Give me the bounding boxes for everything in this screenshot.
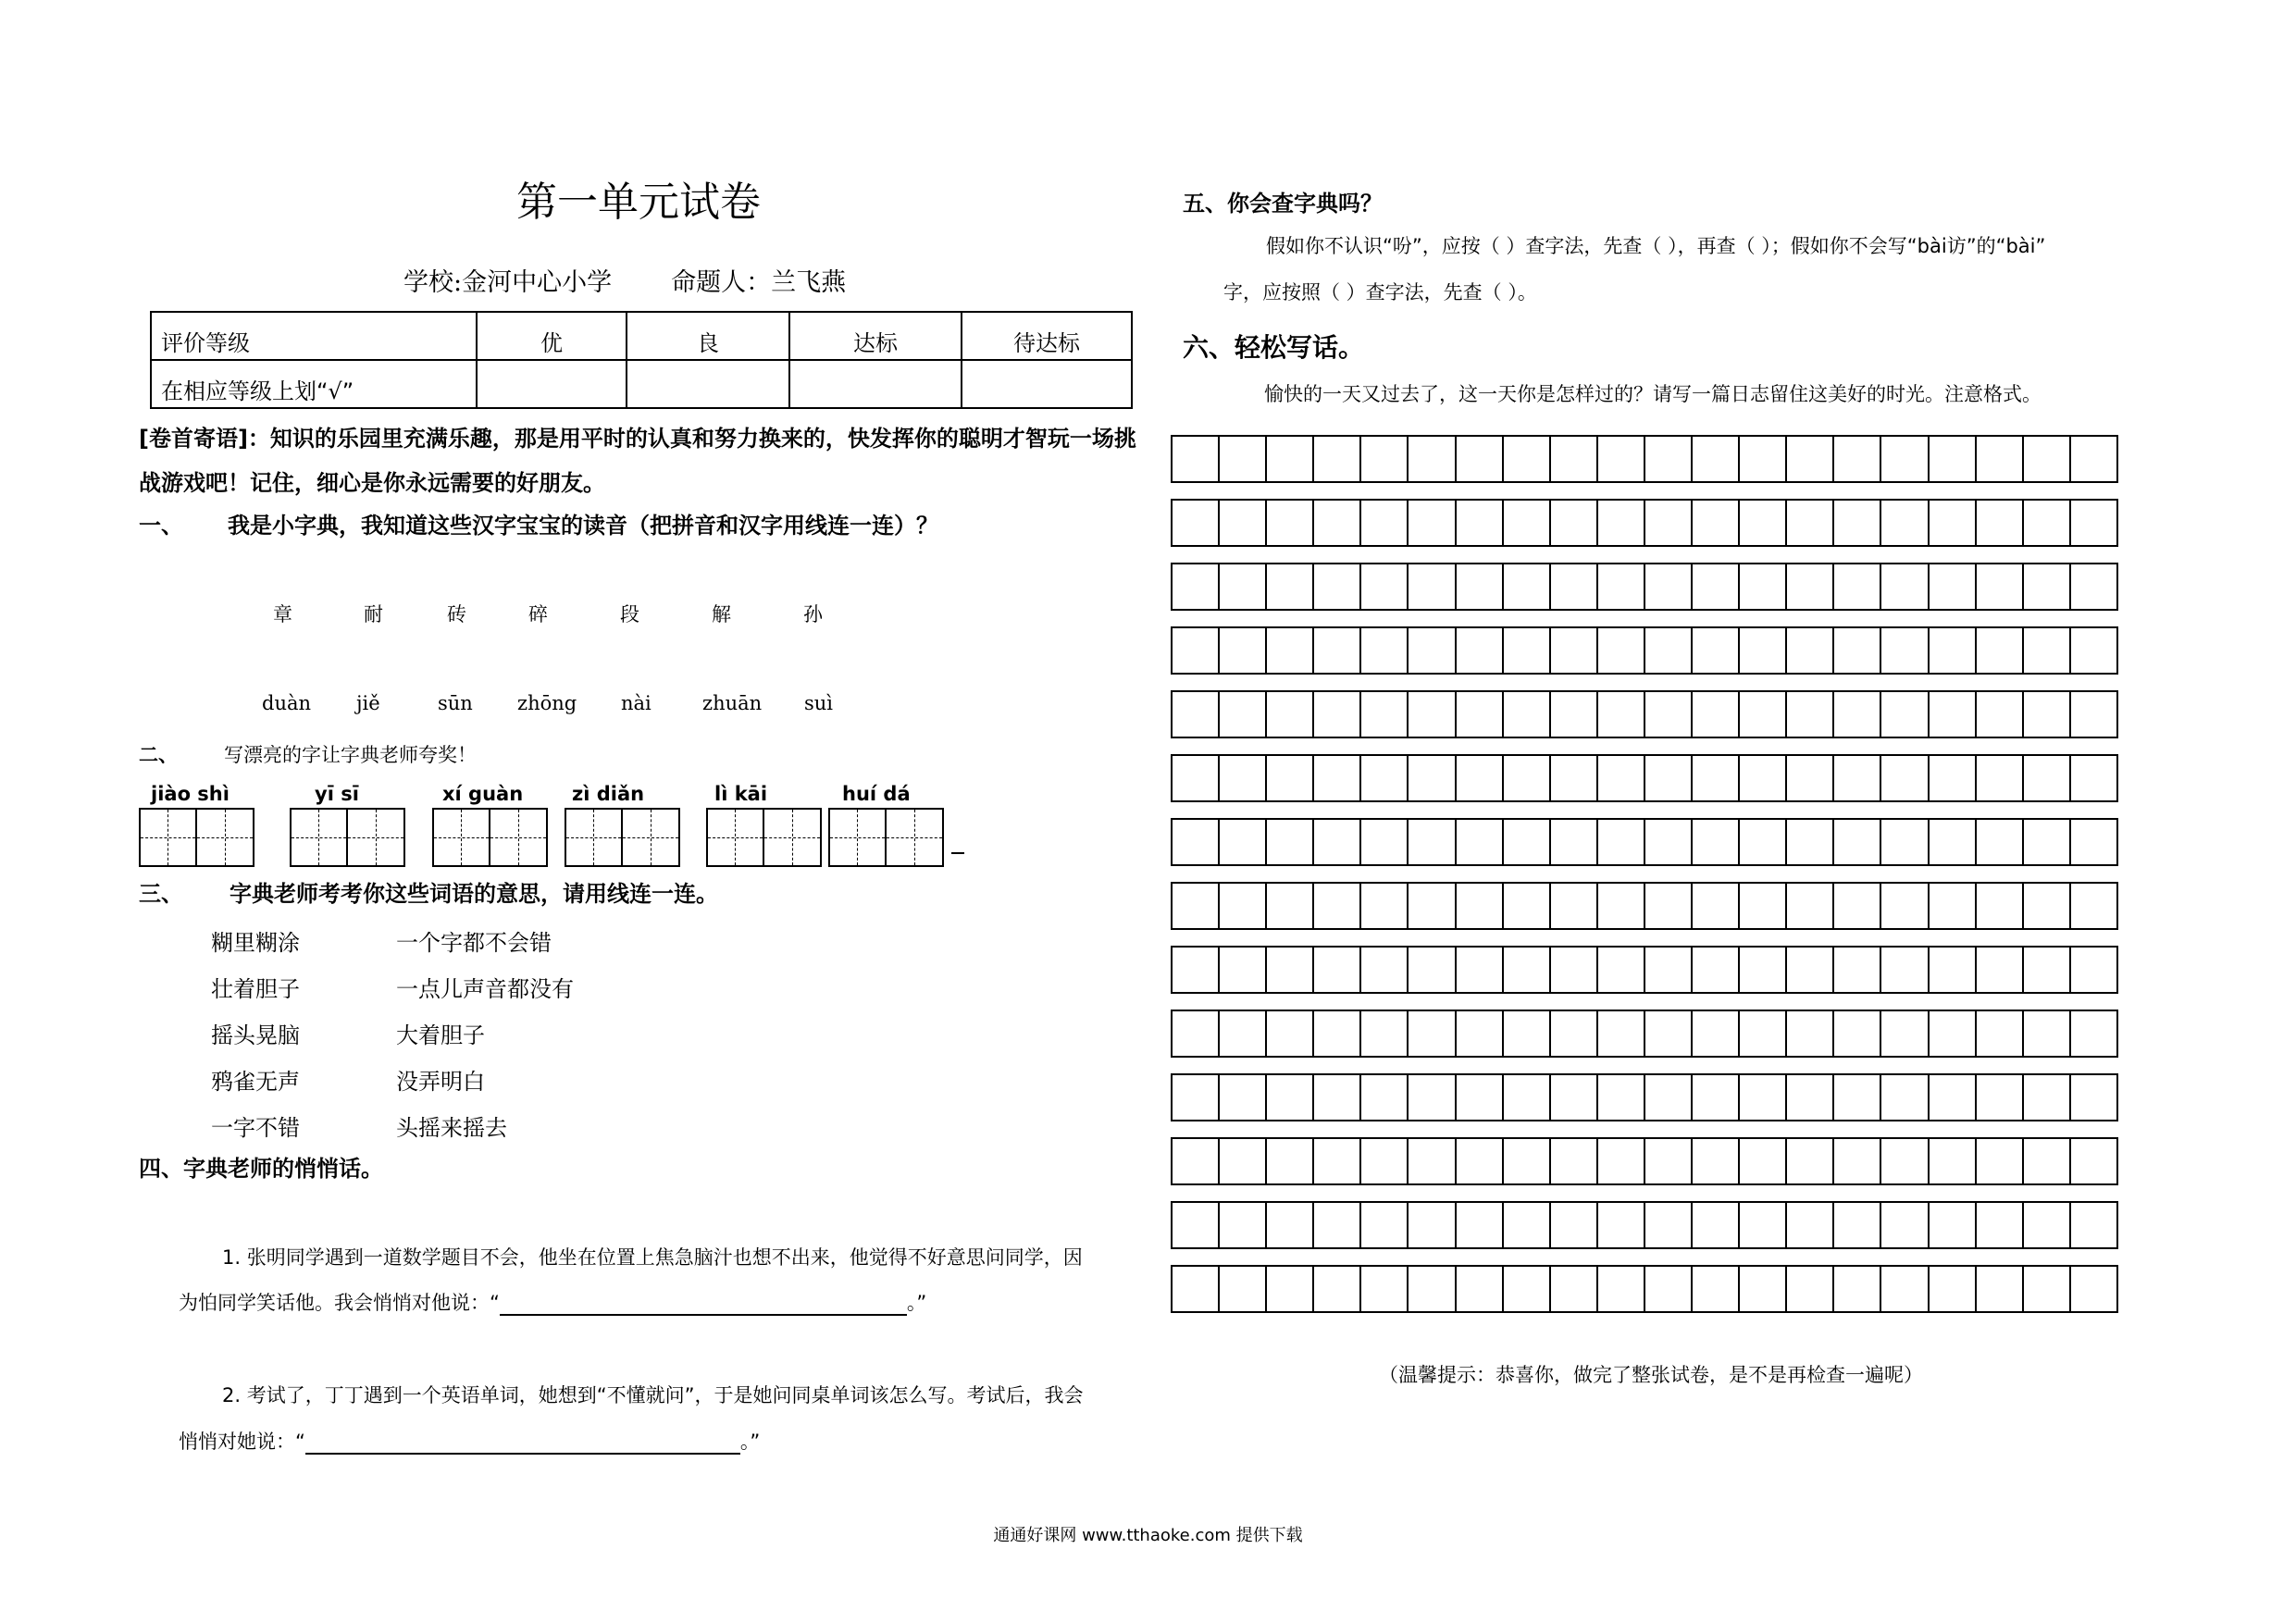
intro-message: [卷首寄语]：知识的乐园里充满乐趣，那是用平时的认真和努力换来的，快发挥你的聪明才智玩一场挑战游戏吧！记住，细心是你永远需要的好朋友。 — [139, 426, 1136, 496]
writing-row[interactable] — [1171, 626, 2118, 675]
q1-pinyin-item: nài — [621, 692, 652, 714]
tianzige-box[interactable] — [290, 808, 405, 867]
q2-pinyin: jiào shì — [151, 783, 230, 805]
q1-pinyin-item: duàn — [262, 692, 312, 714]
q1-char: 章 — [273, 603, 292, 626]
writing-row[interactable] — [1171, 499, 2118, 547]
writing-row[interactable] — [1171, 435, 2118, 483]
eval-instruction: 在相应等级上划“√” — [151, 360, 477, 408]
q3-left-list — [211, 920, 300, 1151]
q3-left-item: 一字不错 — [211, 1115, 300, 1141]
divider — [951, 852, 964, 854]
writing-row[interactable] — [1171, 946, 2118, 994]
school-name: 学校:金河中心小学 — [403, 268, 613, 297]
q6-prompt: 愉快的一天又过去了，这一天你是怎样过的？请写一篇日志留住这美好的时光。注意格式。 — [1264, 383, 2042, 405]
grade-needs-work: 待达标 — [962, 312, 1132, 360]
q4-item2-line1: 2. 考试了，丁丁遇到一个英语单词，她想到“不懂就问”，于是她问同桌单词该怎么写。考试后，我会 — [222, 1384, 1084, 1406]
q1-char: 段 — [620, 603, 639, 626]
q1-text: 我是小字典，我知道这些汉字宝宝的读音（把拼音和汉字用线连一连）？ — [228, 513, 938, 539]
q3-right-list — [396, 920, 574, 1151]
grade-pass: 达标 — [789, 312, 962, 360]
answer-line[interactable] — [500, 1292, 907, 1316]
q1-pinyin-item: sūn — [438, 692, 473, 714]
q4-item1-line2 — [179, 1288, 926, 1316]
grade-cell-excellent[interactable] — [477, 360, 627, 408]
q2-heading — [139, 740, 477, 768]
q1-char: 解 — [712, 603, 731, 626]
tianzige-box[interactable] — [565, 808, 680, 867]
q3-right-item: 头摇来摇去 — [396, 1115, 507, 1141]
q3-right-item: 没弄明白 — [396, 1069, 485, 1095]
grade-excellent: 优 — [477, 312, 627, 360]
exam-header — [403, 262, 846, 298]
q3-right-item: 一个字都不会错 — [396, 930, 552, 956]
q6-heading: 六、轻松写话。 — [1183, 332, 1365, 363]
q5-heading: 五、你会查字典吗？ — [1183, 191, 1383, 217]
author-name: 命题人：兰飞燕 — [671, 268, 847, 297]
tianzige-box[interactable] — [432, 808, 548, 867]
q1-pinyin-item: jiě — [356, 692, 380, 714]
q4-item2-prefix: 悄悄对她说：“ — [179, 1431, 305, 1453]
q1-char: 碎 — [528, 603, 548, 626]
q2-number: 二、 — [139, 744, 178, 766]
q3-left-item: 鸦雀无声 — [211, 1069, 300, 1095]
q2-pinyin: xí guàn — [442, 783, 524, 805]
q3-right-item: 一点儿声音都没有 — [396, 976, 574, 1002]
grade-good: 良 — [627, 312, 789, 360]
q3-right-item: 大着胆子 — [396, 1022, 485, 1048]
q5-line2: 字，应按照（ ）查字法，先查（ ）。 — [1223, 281, 1537, 304]
grade-cell-pass[interactable] — [789, 360, 962, 408]
writing-row[interactable] — [1171, 690, 2118, 738]
writing-row[interactable] — [1171, 754, 2118, 802]
q1-pinyin-item: suì — [804, 692, 834, 714]
q4-item2-line2 — [179, 1427, 760, 1455]
q3-left-item: 摇头晃脑 — [211, 1022, 300, 1048]
q3-heading — [139, 875, 718, 908]
q1-char: 耐 — [364, 603, 383, 626]
q4-item1-suffix: 。” — [906, 1292, 927, 1314]
q3-left-item: 糊里糊涂 — [211, 930, 300, 956]
q1-heading — [139, 507, 938, 539]
q4-item1-prefix: 为怕同学笑话他。我会悄悄对他说：“ — [179, 1292, 500, 1314]
q3-left-item: 壮着胆子 — [211, 976, 300, 1002]
writing-row[interactable] — [1171, 1010, 2118, 1058]
q2-pinyin: huí dá — [842, 783, 911, 805]
q1-char: 孙 — [803, 603, 823, 626]
tianzige-box[interactable] — [828, 808, 944, 867]
q3-number: 三、 — [139, 881, 183, 907]
q4-item1-line1: 1. 张明同学遇到一道数学题目不会，他坐在位置上焦急脑汁也想不出来，他觉得不好意思问同学，因 — [222, 1246, 1083, 1269]
evaluation-table — [150, 311, 1133, 409]
q2-pinyin: lì kāi — [714, 783, 768, 805]
writing-row[interactable] — [1171, 1265, 2118, 1313]
q1-char: 砖 — [447, 603, 466, 626]
closing-tip: （温馨提示：恭喜你，做完了整张试卷，是不是再检查一遍呢） — [1379, 1364, 1923, 1386]
writing-row[interactable] — [1171, 818, 2118, 866]
q2-text: 写漂亮的字让字典老师夸奖！ — [224, 744, 477, 766]
q2-pinyin: zì diǎn — [572, 783, 645, 805]
writing-row[interactable] — [1171, 1201, 2118, 1249]
grade-cell-needs-work[interactable] — [962, 360, 1132, 408]
tianzige-box[interactable] — [706, 808, 822, 867]
q3-text: 字典老师考考你这些词语的意思，请用线连一连。 — [230, 881, 718, 907]
q4-item2-suffix: 。” — [739, 1431, 761, 1453]
writing-row[interactable] — [1171, 563, 2118, 611]
q1-pinyin-item: zhōng — [517, 692, 577, 714]
grade-cell-good[interactable] — [627, 360, 789, 408]
q5-line1: 假如你不认识“吩”，应按（ ）查字法，先查（ ），再查（ ）；假如你不会写“bài访”的“bài” — [1266, 235, 2046, 257]
q2-pinyin: yī sī — [315, 783, 359, 805]
writing-row[interactable] — [1171, 1073, 2118, 1121]
writing-row[interactable] — [1171, 1137, 2118, 1185]
page-title: 第一单元试卷 — [516, 179, 761, 226]
footer-source: 通通好课网 www.tthaoke.com 提供下载 — [993, 1526, 1303, 1545]
eval-label: 评价等级 — [151, 312, 477, 360]
writing-row[interactable] — [1171, 882, 2118, 930]
q1-number: 一、 — [139, 513, 183, 539]
tianzige-box[interactable] — [139, 808, 254, 867]
q4-heading: 四、字典老师的悄悄话。 — [139, 1156, 383, 1182]
q1-pinyin-item: zhuān — [702, 692, 763, 714]
answer-line[interactable] — [305, 1431, 740, 1455]
